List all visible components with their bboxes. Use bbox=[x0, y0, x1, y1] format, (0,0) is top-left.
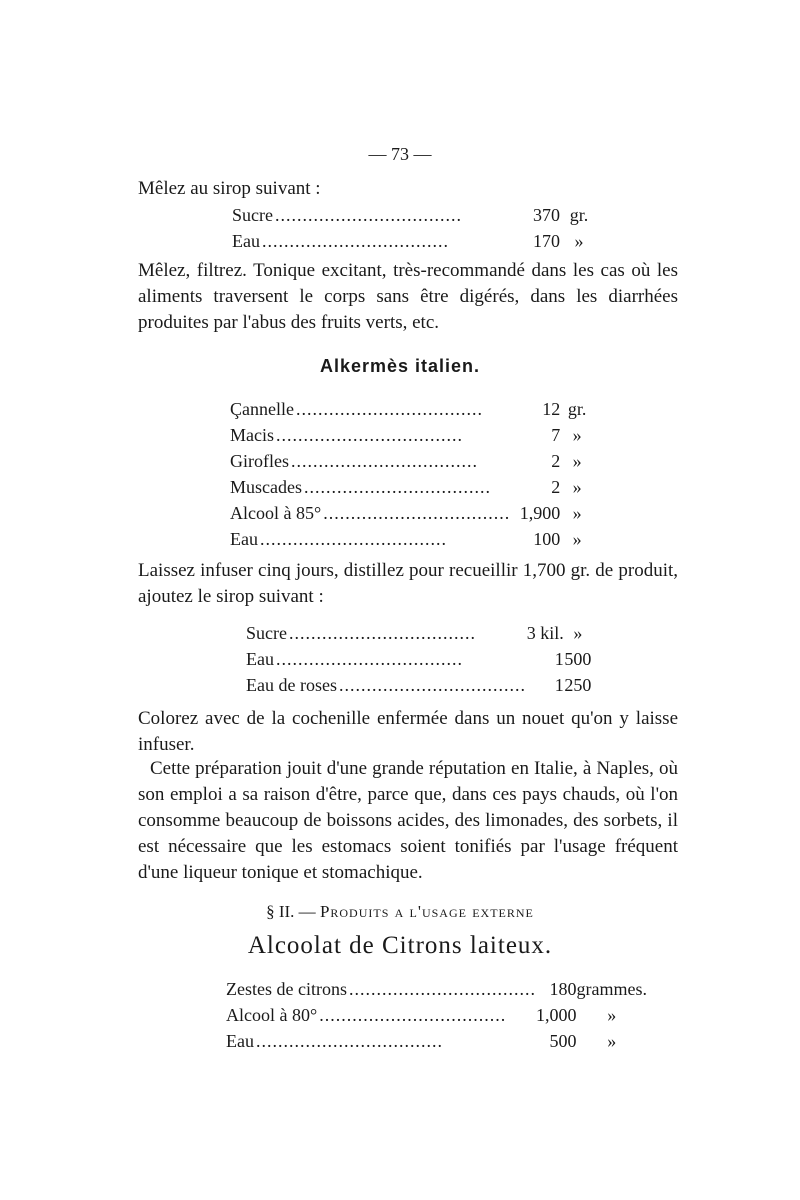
table-row: Sucre .................................. 370 gr. bbox=[232, 202, 598, 228]
ingredient-unit: » bbox=[573, 622, 583, 643]
section-heading bbox=[0, 902, 800, 922]
ingredient-name: Sucre bbox=[232, 204, 273, 225]
table-row: Çannelle .................................. 12 gr. bbox=[230, 396, 594, 422]
paragraph-4: Cette préparation jouit d'une grande réputation en Italie, à Naples, où son emploi a sa raison d'être, parce que, dans ces pays chauds, où l'on consomme beaucoup de boissons acides, des limonades, des sorbets, il est nécessaire que les estomacs soient tonifiés par l'usage fréquent d'une liqueur tonique et stomachique. bbox=[138, 758, 678, 883]
table-row: Macis .................................. 7 » bbox=[230, 422, 594, 448]
ingredient-unit: gr. bbox=[567, 398, 587, 419]
ingredient-quantity: 1,000 bbox=[535, 1004, 577, 1025]
ingredient-unit: 500 bbox=[564, 648, 592, 669]
ingredient-unit: » bbox=[572, 476, 582, 497]
ingredient-quantity: 100 bbox=[533, 528, 561, 549]
table-row: Eau .................................. 1 500 bbox=[246, 646, 592, 672]
table-row: Sucre .................................. 3 kil. » bbox=[246, 620, 592, 646]
ingredient-name: Eau bbox=[246, 648, 274, 669]
ingredient-unit: » bbox=[572, 502, 582, 523]
ingredient-unit: » bbox=[572, 424, 582, 445]
ingredient-name: Eau bbox=[226, 1030, 254, 1051]
syrup-table-2 bbox=[246, 620, 592, 698]
ingredient-unit: gr. bbox=[569, 204, 589, 225]
ingredient-name: Eau bbox=[232, 230, 260, 251]
ingredient-name: Alcool à 80° bbox=[226, 1004, 318, 1025]
citrons-table bbox=[226, 976, 647, 1054]
page-number: — 73 — bbox=[368, 144, 432, 164]
ingredient-unit: grammes. bbox=[576, 978, 647, 999]
ingredient-quantity: 1 bbox=[554, 648, 564, 669]
ingredient-quantity: 2 bbox=[551, 450, 561, 471]
section-title: Produits a l'usage externe bbox=[319, 902, 534, 921]
syrup-table-1 bbox=[232, 202, 598, 254]
table-row: Muscades .................................. 2 » bbox=[230, 474, 594, 500]
recipe-title-citrons: Alcoolat de Citrons laiteux. bbox=[247, 932, 553, 959]
paragraph-1: Mêlez, filtrez. Tonique excitant, très-recommandé dans les cas où les aliments traversent le corps sans être digérés, dans les diarrhées produites par l'abus des fruits verts, etc. bbox=[138, 260, 678, 333]
table-row: Eau .................................. 500 » bbox=[226, 1028, 647, 1054]
table-row: Eau de roses .................................. 1 250 bbox=[246, 672, 592, 698]
ingredient-name: Alcool à 85° bbox=[230, 502, 322, 523]
ingredient-quantity: 1 bbox=[554, 674, 564, 695]
ingredient-quantity: 1,900 bbox=[519, 502, 561, 523]
ingredient-quantity: 2 bbox=[551, 476, 561, 497]
ingredient-unit: 250 bbox=[564, 674, 592, 695]
ingredient-name: Muscades bbox=[230, 476, 302, 497]
ingredient-quantity: 180 bbox=[549, 978, 577, 999]
intro-text: Mêlez au sirop suivant : bbox=[138, 178, 321, 199]
ingredient-quantity: 7 bbox=[551, 424, 561, 445]
ingredient-name: Macis bbox=[230, 424, 274, 445]
table-row: Eau .................................. 170 » bbox=[232, 228, 598, 254]
ingredient-quantity: 370 bbox=[533, 204, 560, 225]
table-row: Zestes de citrons .................................. 180 grammes. bbox=[226, 976, 647, 1002]
table-row: Alcool à 85° .................................. 1,900 » bbox=[230, 500, 594, 526]
section-number: § II. — bbox=[266, 902, 316, 921]
ingredient-unit: » bbox=[574, 230, 584, 251]
ingredient-name: Eau bbox=[230, 528, 258, 549]
ingredient-quantity: 3 kil. bbox=[526, 622, 564, 643]
alkermes-table bbox=[230, 396, 594, 552]
paragraph-2: Laissez infuser cinq jours, distillez pour recueillir 1,700 gr. de produit, ajoutez le sirop suivant : bbox=[138, 560, 678, 607]
ingredient-unit: » bbox=[607, 1030, 617, 1051]
ingredient-name: Sucre bbox=[246, 622, 287, 643]
ingredient-unit: » bbox=[607, 1004, 617, 1025]
ingredient-quantity: 12 bbox=[542, 398, 561, 419]
paragraph-3: Colorez avec de la cochenille enfermée dans un nouet qu'on y laisse infuser. bbox=[138, 708, 678, 755]
recipe-title-alkermes: Alkermès italien. bbox=[319, 356, 481, 376]
ingredient-unit: » bbox=[572, 528, 582, 549]
table-row: Eau .................................. 100 » bbox=[230, 526, 594, 552]
ingredient-name: Girofles bbox=[230, 450, 289, 471]
table-row: Girofles .................................. 2 » bbox=[230, 448, 594, 474]
ingredient-name: Çannelle bbox=[230, 398, 294, 419]
ingredient-name: Zestes de citrons bbox=[226, 978, 347, 999]
table-row: Alcool à 80° .................................. 1,000 » bbox=[226, 1002, 647, 1028]
ingredient-quantity: 500 bbox=[549, 1030, 577, 1051]
ingredient-unit: » bbox=[572, 450, 582, 471]
ingredient-quantity: 170 bbox=[533, 230, 560, 251]
ingredient-name: Eau de roses bbox=[246, 674, 337, 695]
